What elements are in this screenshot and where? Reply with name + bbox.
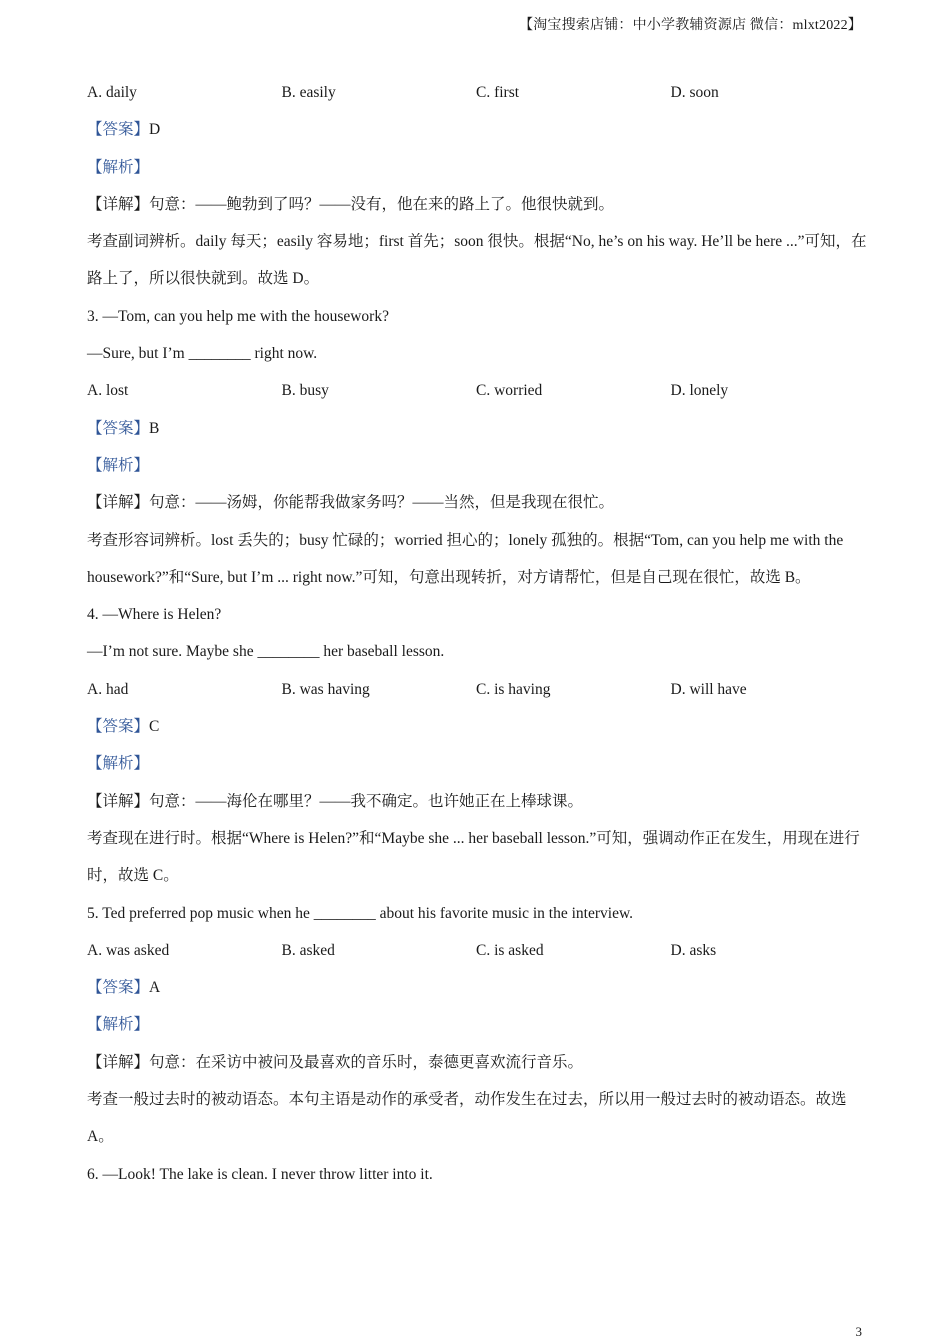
analysis-label: 【解析】: [87, 755, 150, 773]
question-stem: —Sure, but I’m ________ right now.: [87, 345, 318, 363]
answer-value: C: [149, 718, 160, 736]
option-b: B. asked: [281, 941, 335, 959]
option-b: B. easily: [281, 84, 336, 101]
answer-line: [87, 410, 867, 447]
question-stem: 5. Ted preferred pop music when he ________ about his favorite music in the interview.: [87, 904, 634, 922]
option-c: C. worried: [476, 382, 543, 400]
page-header: 【淘宝搜索店铺：中小学教辅资源店 微信：mlxt2022】: [519, 18, 862, 33]
answer-value: A: [149, 979, 161, 997]
option-d: D. will have: [670, 680, 747, 698]
detail-line: [87, 783, 867, 820]
options-row: [87, 932, 867, 969]
answer-label: 【答案】: [87, 979, 150, 997]
detail-label: 【详解】: [87, 195, 150, 213]
answer-label: 【答案】: [87, 121, 150, 139]
answer-label: 【答案】: [87, 419, 150, 437]
detail-text: 句意：——鲍勃到了吗？——没有，他在来的路上了。他很快就到。: [149, 195, 615, 213]
option-b: B. busy: [281, 382, 329, 400]
option-a: A. was asked: [87, 941, 170, 959]
explanation: 考查副词辨析。daily 每天；easily 容易地；first 首先；soon 很快。根据“No, he’s on his way. He’ll be here ...”可知，在路上了，所以很快就到。故选 D。: [87, 233, 867, 288]
option-b: B. was having: [281, 680, 370, 698]
options-row: [87, 372, 867, 409]
detail-line: [87, 484, 867, 521]
detail-text: 句意：在采访中被问及最喜欢的音乐时，泰德更喜欢流行音乐。: [149, 1053, 584, 1071]
answer-line: [87, 969, 867, 1006]
explanation: 考查现在进行时。根据“Where is Helen?”和“Maybe she ... her baseball lesson.”可知，强调动作正在发生，用现在进行时，故选 C。: [87, 829, 860, 885]
question-stem: 3. —Tom, can you help me with the housework?: [87, 307, 389, 325]
option-d: D. asks: [670, 941, 717, 959]
option-a: A. had: [87, 680, 129, 698]
options-row: [87, 74, 867, 111]
page-number: 3: [855, 1324, 862, 1339]
answer-value: B: [149, 419, 160, 437]
option-a: A. daily: [87, 84, 137, 101]
question-stem: —I’m not sure. Maybe she ________ her baseball lesson.: [87, 643, 445, 661]
detail-text: 句意：——海伦在哪里？——我不确定。也许她正在上棒球课。: [149, 792, 584, 810]
detail-label: 【详解】: [87, 494, 150, 512]
detail-label: 【详解】: [87, 792, 150, 810]
option-c: C. is asked: [476, 941, 544, 959]
analysis-label: 【解析】: [87, 456, 150, 474]
explanation: 考查形容词辨析。lost 丢失的；busy 忙碌的；worried 担心的；lonely 孤独的。根据“Tom, can you help me with the housework?”和“Sure, but I’m ... right now.”可知，句意出现转折，对方请帮忙，但是自己现在很忙，故选 B。: [87, 531, 844, 586]
detail-text: 句意：——汤姆，你能帮我做家务吗？——当然，但是我现在很忙。: [149, 494, 615, 512]
answer-value: D: [149, 121, 161, 139]
option-d: D. soon: [670, 84, 719, 101]
option-a: A. lost: [87, 382, 129, 400]
answer-line: [87, 708, 867, 745]
analysis-label: 【解析】: [87, 158, 150, 176]
detail-line: [87, 1044, 867, 1081]
option-c: C. first: [476, 84, 520, 101]
question-stem: 4. —Where is Helen?: [87, 606, 222, 624]
analysis-label: 【解析】: [87, 1016, 150, 1034]
detail-line: [87, 186, 867, 223]
options-row: [87, 671, 867, 708]
document-body: [87, 74, 867, 1193]
answer-label: 【答案】: [87, 718, 150, 736]
detail-label: 【详解】: [87, 1053, 150, 1071]
explanation: 考查一般过去时的被动语态。本句主语是动作的承受者，动作发生在过去，所以用一般过去时的被动语态。故选 A。: [87, 1091, 847, 1146]
answer-line: [87, 111, 867, 148]
option-d: D. lonely: [670, 382, 729, 400]
option-c: C. is having: [476, 680, 551, 698]
question-stem: 6. —Look! The lake is clean. I never throw litter into it.: [87, 1165, 433, 1183]
